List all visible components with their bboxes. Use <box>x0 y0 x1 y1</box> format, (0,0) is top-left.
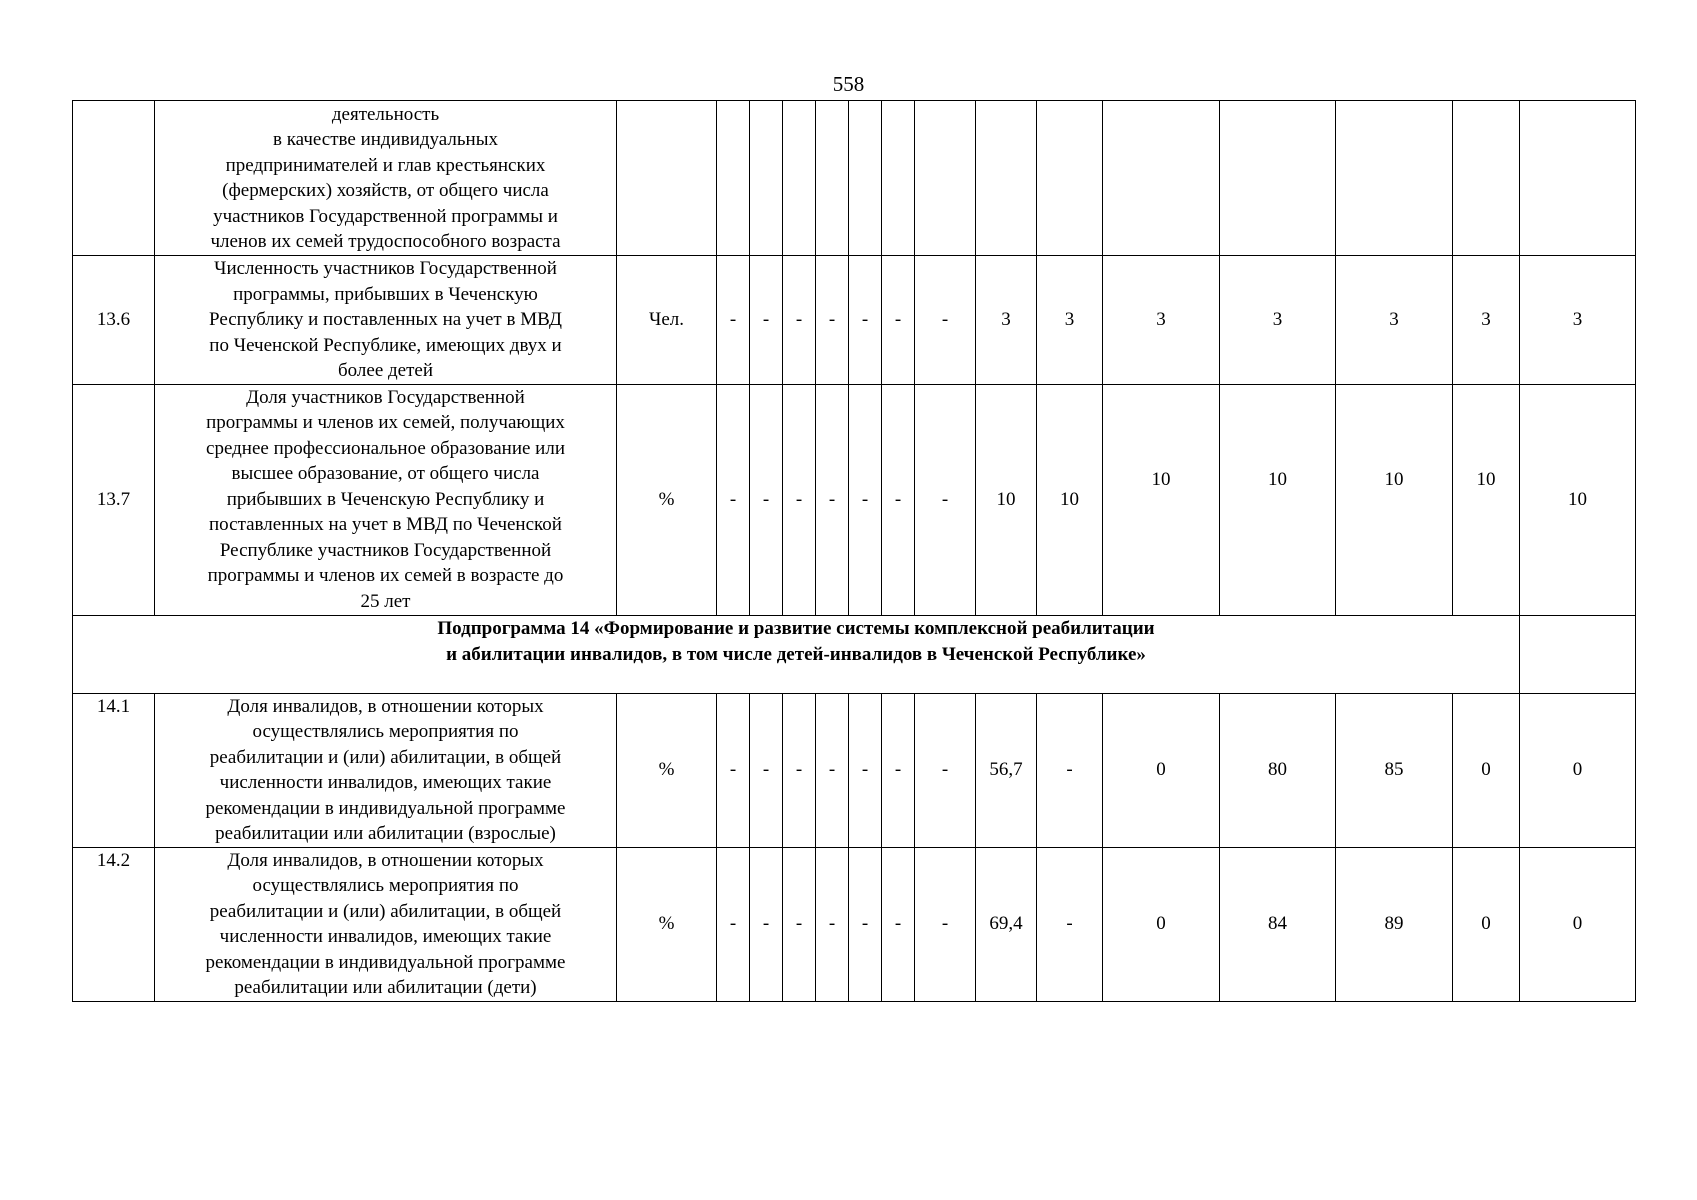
value-cell: - <box>750 693 783 847</box>
value-cell: - <box>882 256 915 385</box>
value-cell: - <box>849 256 882 385</box>
value-cell: 3 <box>1103 256 1220 385</box>
value-cell <box>849 101 882 256</box>
value-cell <box>915 101 976 256</box>
row-number: 14.1 <box>73 693 155 847</box>
value-cell: - <box>882 847 915 1001</box>
value-cell: 3 <box>1037 256 1103 385</box>
value-cell: 10 <box>1037 384 1103 615</box>
value-cell: 84 <box>1220 847 1336 1001</box>
value-cell: - <box>915 847 976 1001</box>
value-cell: - <box>783 693 816 847</box>
indicator-description: деятельность в качестве индивидуальных предпринимателей и глав крестьянских (фермерских) хозяйств, от общего числа участников Государственной программы и членов их семей трудоспособного возраста <box>155 101 617 256</box>
value-cell: - <box>750 384 783 615</box>
table-row <box>73 101 1636 256</box>
value-cell: - <box>717 256 750 385</box>
value-cell: - <box>849 384 882 615</box>
value-cell: - <box>750 847 783 1001</box>
value-cell: - <box>783 847 816 1001</box>
value-cell: 69,4 <box>976 847 1037 1001</box>
value-cell: 10 <box>1520 384 1636 615</box>
value-cell <box>882 101 915 256</box>
value-cell <box>1103 101 1220 256</box>
value-cell: - <box>915 693 976 847</box>
value-cell: - <box>849 847 882 1001</box>
value-cell: 3 <box>1520 256 1636 385</box>
value-cell: 3 <box>1453 256 1520 385</box>
page-number: 558 <box>832 72 865 96</box>
table-row <box>73 847 1636 1001</box>
table-row <box>73 256 1636 385</box>
value-cell: - <box>783 256 816 385</box>
value-cell: - <box>882 693 915 847</box>
unit-cell: % <box>617 847 717 1001</box>
subprogram-header-row <box>73 615 1636 693</box>
value-cell <box>783 101 816 256</box>
value-cell: 56,7 <box>976 693 1037 847</box>
unit-cell: % <box>617 693 717 847</box>
value-cell: - <box>717 693 750 847</box>
value-cell: - <box>750 256 783 385</box>
value-cell <box>976 101 1037 256</box>
table-row <box>73 693 1636 847</box>
value-cell: 0 <box>1103 693 1220 847</box>
value-cell: 10 <box>1453 384 1520 615</box>
value-cell: 3 <box>1336 256 1453 385</box>
value-cell: 85 <box>1336 693 1453 847</box>
unit-cell <box>617 101 717 256</box>
value-cell <box>816 101 849 256</box>
value-cell: 10 <box>976 384 1037 615</box>
indicators-table <box>72 100 1636 1002</box>
indicator-description: Численность участников Государственной программы, прибывших в Чеченскую Республику и поставленных на учет в МВД по Чеченской Республике, имеющих двух и более детей <box>155 256 617 385</box>
value-cell: - <box>816 847 849 1001</box>
table-row <box>73 384 1636 615</box>
value-cell: 0 <box>1520 693 1636 847</box>
unit-cell: % <box>617 384 717 615</box>
indicator-description: Доля инвалидов, в отношении которых осуществлялись мероприятия по реабилитации и (или) абилитации, в общей численности инвалидов, имеющих такие рекомендации в индивидуальной программе реабилитации или абилитации (дети) <box>155 847 617 1001</box>
value-cell <box>1037 101 1103 256</box>
value-cell: - <box>717 847 750 1001</box>
value-cell: - <box>717 384 750 615</box>
value-cell: 10 <box>1220 384 1336 615</box>
value-cell: 10 <box>1336 384 1453 615</box>
empty-cell <box>1520 615 1636 693</box>
value-cell <box>750 101 783 256</box>
row-number: 14.2 <box>73 847 155 1001</box>
value-cell <box>1453 101 1520 256</box>
value-cell: 0 <box>1453 693 1520 847</box>
value-cell: - <box>816 693 849 847</box>
value-cell: 3 <box>1220 256 1336 385</box>
value-cell: 80 <box>1220 693 1336 847</box>
value-cell: - <box>816 256 849 385</box>
value-cell <box>717 101 750 256</box>
value-cell: 10 <box>1103 384 1220 615</box>
value-cell: - <box>915 256 976 385</box>
value-cell: 89 <box>1336 847 1453 1001</box>
value-cell: 0 <box>1453 847 1520 1001</box>
row-number: 13.7 <box>73 384 155 615</box>
value-cell: - <box>816 384 849 615</box>
value-cell: 0 <box>1520 847 1636 1001</box>
indicator-description: Доля участников Государственной программы и членов их семей, получающих среднее профессиональное образование или высшее образование, от общего числа прибывших в Чеченскую Республику и поставленных на учет в МВД по Чеченской Республике участников Государственной программы и членов их семей в возрасте до 25 лет <box>155 384 617 615</box>
indicator-description: Доля инвалидов, в отношении которых осуществлялись мероприятия по реабилитации и (или) абилитации, в общей численности инвалидов, имеющих такие рекомендации в индивидуальной программе реабилитации или абилитации (взрослые) <box>155 693 617 847</box>
value-cell: - <box>783 384 816 615</box>
value-cell <box>1520 101 1636 256</box>
value-cell: - <box>882 384 915 615</box>
row-number: 13.6 <box>73 256 155 385</box>
value-cell: - <box>915 384 976 615</box>
subprogram-title: Подпрограмма 14 «Формирование и развитие системы комплексной реабилитации и абилитации инвалидов, в том числе детей-инвалидов в Чеченской Республике» <box>73 615 1520 693</box>
value-cell: - <box>849 693 882 847</box>
value-cell: 3 <box>976 256 1037 385</box>
value-cell: 0 <box>1103 847 1220 1001</box>
value-cell: - <box>1037 847 1103 1001</box>
value-cell: - <box>1037 693 1103 847</box>
value-cell <box>1220 101 1336 256</box>
unit-cell: Чел. <box>617 256 717 385</box>
row-number <box>73 101 155 256</box>
value-cell <box>1336 101 1453 256</box>
